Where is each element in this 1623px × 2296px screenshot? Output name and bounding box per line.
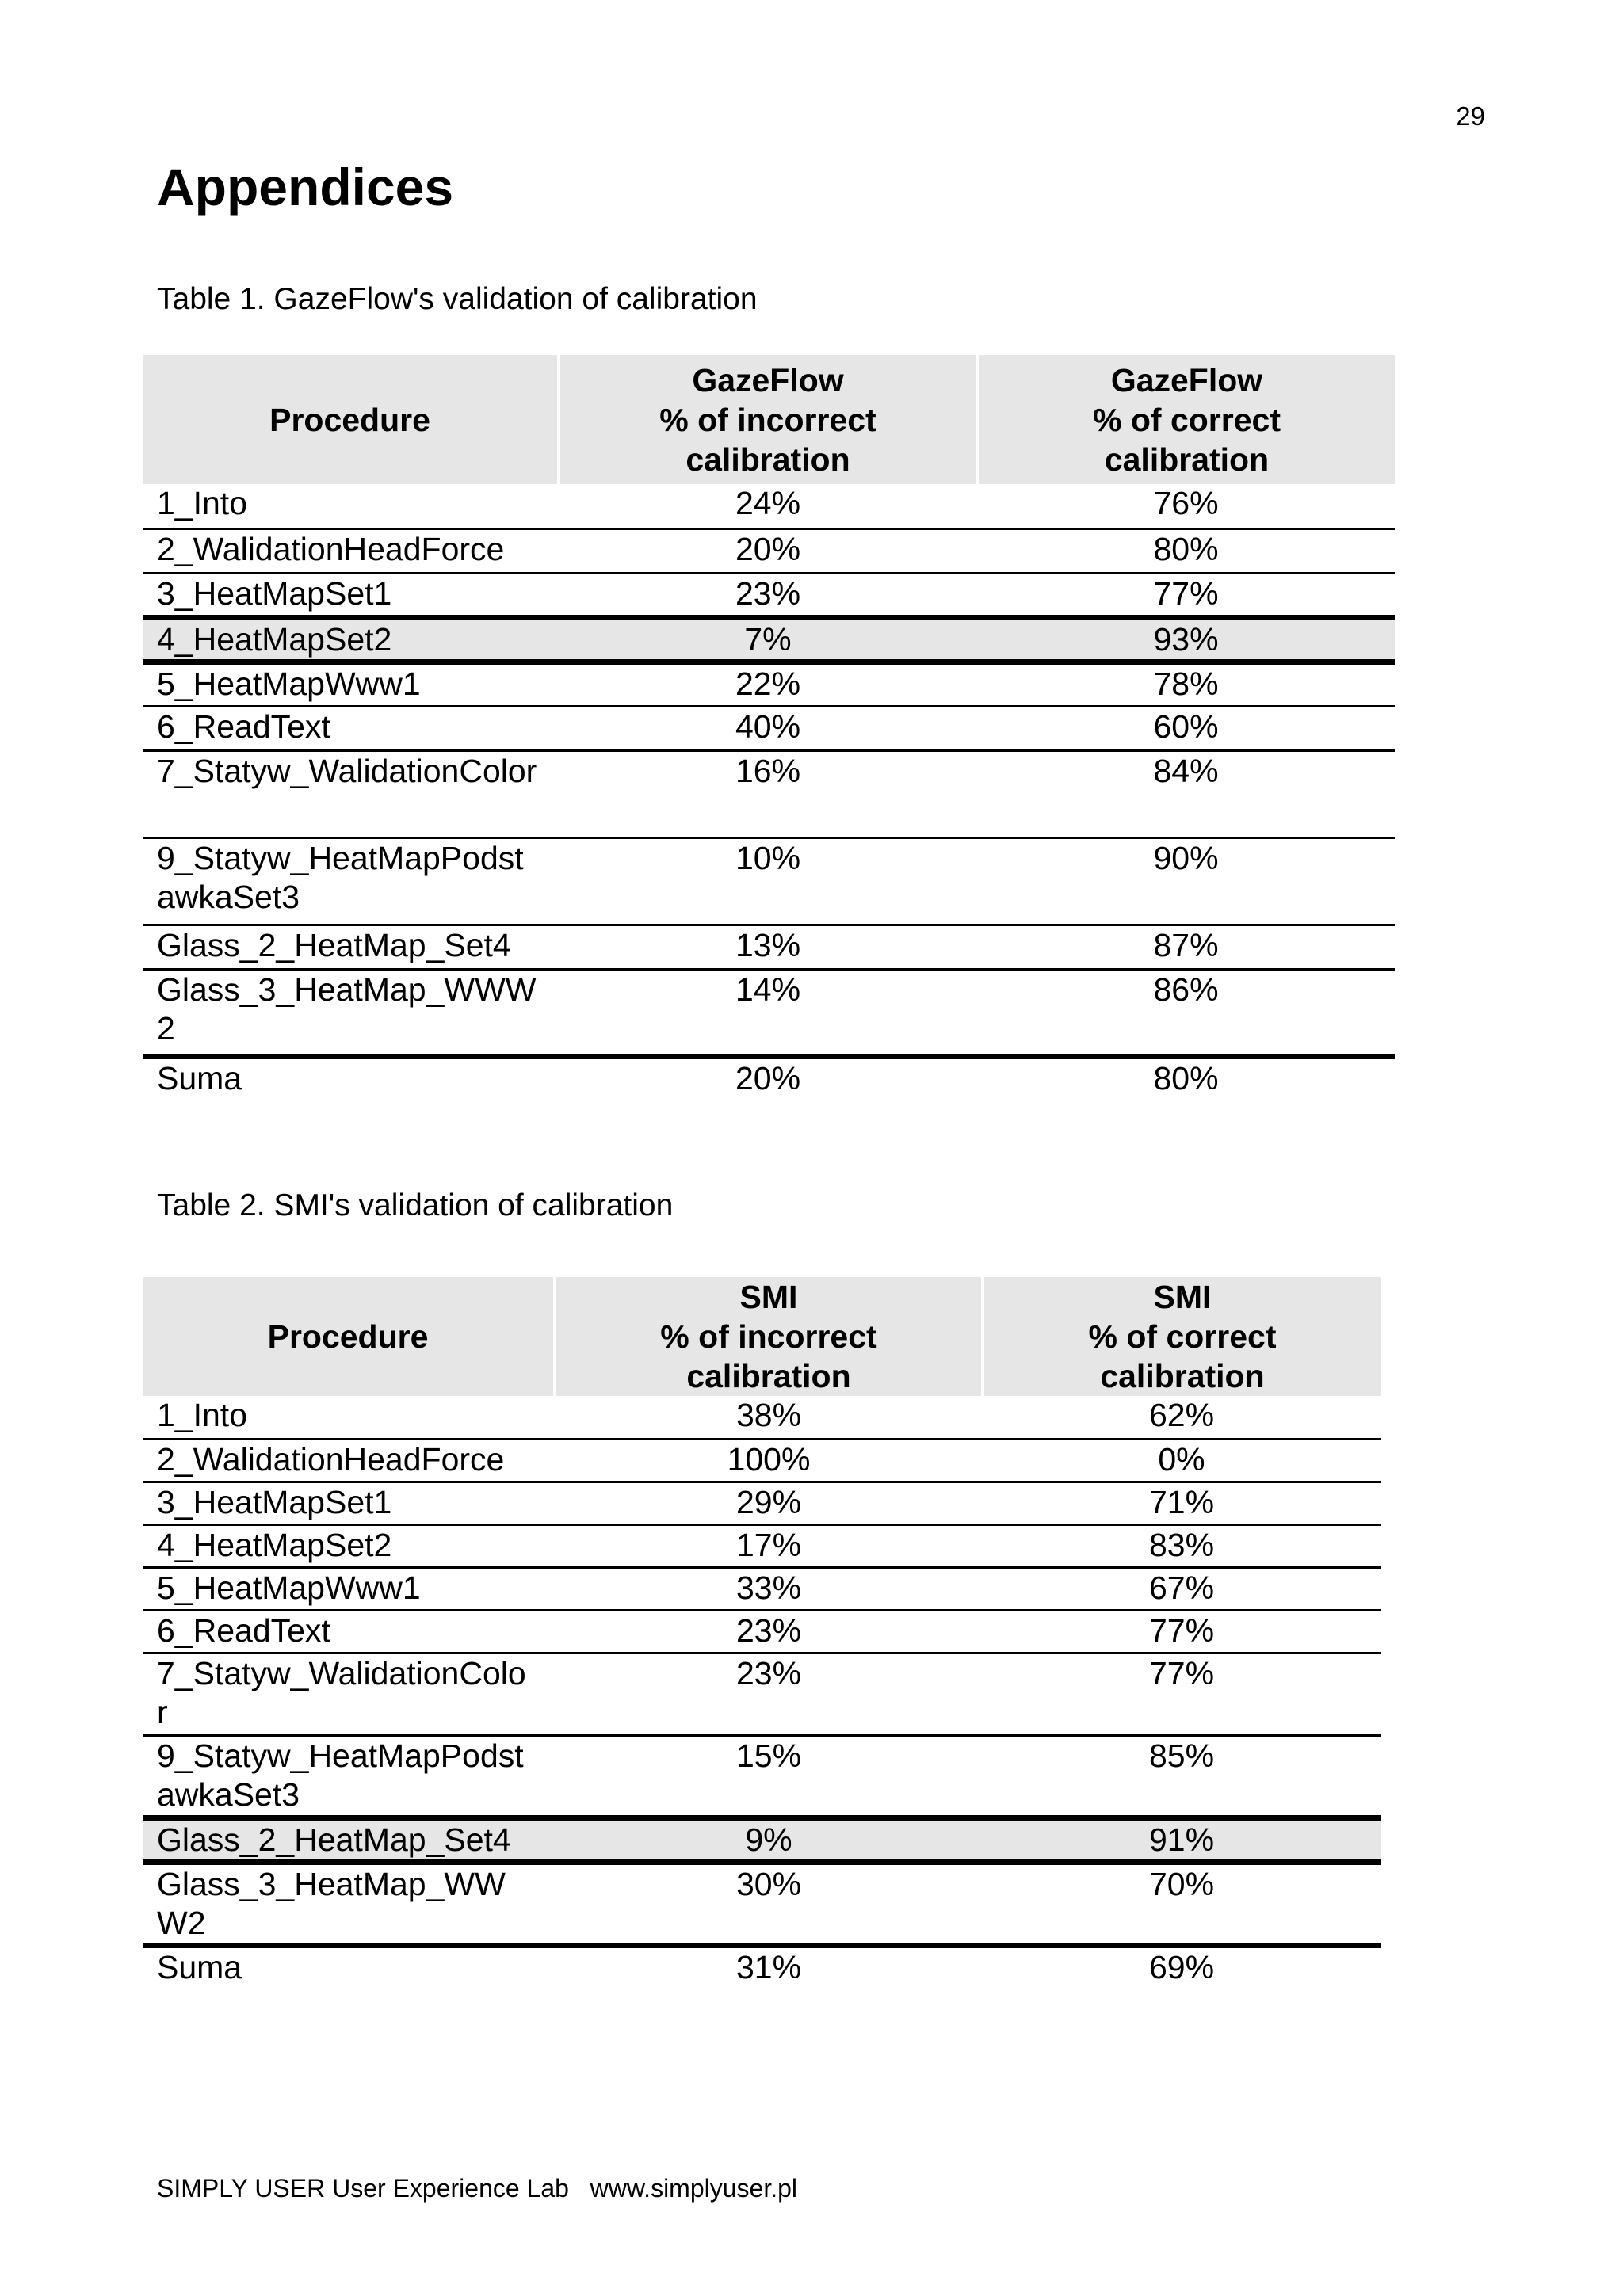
header-line: % of incorrect bbox=[660, 1318, 877, 1355]
procedure-cell: 1_Into bbox=[143, 484, 559, 528]
table-row bbox=[143, 750, 1395, 837]
table-row bbox=[143, 1524, 1381, 1567]
procedure-cell: 5_HeatMapWww1 bbox=[143, 1567, 555, 1610]
incorrect-cell: 17% bbox=[555, 1524, 983, 1567]
incorrect-cell: 40% bbox=[559, 706, 977, 750]
procedure-cell: 3_HeatMapSet1 bbox=[143, 573, 559, 617]
gazeflow-calibration-table bbox=[143, 355, 1395, 1100]
procedure-line: Glass_3_HeatMap_WWW bbox=[157, 971, 537, 1008]
table-row bbox=[143, 1653, 1381, 1735]
incorrect-cell: 31% bbox=[735, 1949, 802, 1986]
procedure-line: W2 bbox=[157, 1904, 206, 1941]
header-line: % of incorrect bbox=[659, 401, 876, 438]
incorrect-cell: 23% bbox=[555, 1653, 983, 1735]
correct-cell: 91% bbox=[983, 1817, 1381, 1862]
procedure-cell: 6_ReadText bbox=[143, 1610, 555, 1653]
correct-cell: 60% bbox=[977, 706, 1395, 750]
procedure-cell: 4_HeatMapSet2 bbox=[143, 617, 559, 662]
table-header-row bbox=[143, 1277, 1381, 1396]
correct-cell: 93% bbox=[977, 617, 1395, 662]
correct-cell: 85% bbox=[983, 1735, 1381, 1817]
procedure-line: awkaSet3 bbox=[157, 1775, 300, 1813]
table-row bbox=[143, 1482, 1381, 1524]
incorrect-cell: 16% bbox=[559, 750, 977, 837]
correct-cell: 76% bbox=[977, 484, 1395, 528]
table-row-highlighted bbox=[143, 617, 1395, 662]
procedure-cell: Glass_2_HeatMap_Set4 bbox=[143, 1817, 555, 1862]
correct-cell: 69% bbox=[1148, 1949, 1215, 1986]
correct-cell: 87% bbox=[977, 925, 1395, 969]
procedure-cell bbox=[143, 1862, 555, 1945]
procedure-cell bbox=[143, 1653, 555, 1735]
correct-cell: 0% bbox=[983, 1439, 1381, 1482]
table-row bbox=[143, 837, 1395, 925]
procedure-line: 2 bbox=[157, 1009, 175, 1047]
incorrect-cell: 38% bbox=[555, 1396, 983, 1439]
incorrect-cell: 29% bbox=[555, 1482, 983, 1524]
incorrect-cell: 7% bbox=[559, 617, 977, 662]
incorrect-cell: 23% bbox=[559, 573, 977, 617]
header-line: GazeFlow bbox=[1110, 361, 1263, 399]
smi-calibration-table bbox=[143, 1277, 1381, 1989]
correct-cell: 62% bbox=[983, 1396, 1381, 1439]
table-row bbox=[143, 925, 1395, 969]
incorrect-cell: 24% bbox=[559, 484, 977, 528]
correct-cell: 80% bbox=[1153, 1059, 1219, 1097]
correct-cell: 90% bbox=[977, 837, 1395, 925]
correct-cell: 80% bbox=[977, 528, 1395, 573]
procedure-cell: Suma bbox=[157, 1949, 242, 1986]
procedure-cell: 1_Into bbox=[143, 1396, 555, 1439]
correct-cell: 71% bbox=[983, 1482, 1381, 1524]
header-line: GazeFlow bbox=[692, 361, 844, 399]
table-row bbox=[143, 1610, 1381, 1653]
incorrect-cell: 20% bbox=[559, 528, 977, 573]
page-footer: SIMPLY USER User Experience Lab www.simplyuser.pl bbox=[157, 2174, 798, 2203]
header-line: % of correct bbox=[1093, 401, 1281, 438]
correct-cell: 77% bbox=[983, 1653, 1381, 1735]
procedure-cell: 3_HeatMapSet1 bbox=[143, 1482, 555, 1524]
incorrect-cell: 30% bbox=[555, 1862, 983, 1945]
incorrect-cell: 15% bbox=[555, 1735, 983, 1817]
page-number: 29 bbox=[1456, 101, 1485, 131]
procedure-cell: 6_ReadText bbox=[143, 706, 559, 750]
incorrect-header bbox=[555, 1277, 983, 1396]
procedure-cell: 5_HeatMapWww1 bbox=[143, 662, 559, 706]
table-row-total bbox=[143, 1056, 1395, 1100]
table-row bbox=[143, 528, 1395, 573]
correct-cell: 67% bbox=[983, 1567, 1381, 1610]
header-line: calibration bbox=[1104, 441, 1270, 478]
table-row bbox=[143, 662, 1395, 706]
page-title: Appendices bbox=[157, 158, 454, 216]
table-header-row bbox=[143, 355, 1395, 484]
correct-cell: 77% bbox=[977, 573, 1395, 617]
procedure-line: awkaSet3 bbox=[157, 878, 300, 915]
procedure-cell: 4_HeatMapSet2 bbox=[143, 1524, 555, 1567]
incorrect-cell: 10% bbox=[559, 837, 977, 925]
header-line: calibration bbox=[685, 441, 850, 478]
correct-cell: 78% bbox=[977, 662, 1395, 706]
header-line: % of correct bbox=[1088, 1318, 1277, 1355]
correct-cell: 70% bbox=[983, 1862, 1381, 1945]
procedure-header bbox=[143, 355, 559, 484]
correct-cell: 84% bbox=[977, 750, 1395, 837]
table-row-total bbox=[143, 1946, 1381, 1989]
incorrect-header bbox=[559, 355, 977, 484]
procedure-header bbox=[143, 1277, 555, 1396]
table-row bbox=[143, 1396, 1381, 1439]
procedure-header-text: Procedure bbox=[269, 401, 430, 438]
incorrect-cell: 20% bbox=[735, 1059, 801, 1097]
correct-header bbox=[983, 1277, 1381, 1396]
table-1-caption: Table 1. GazeFlow's validation of calibration bbox=[157, 282, 758, 316]
table-2-caption: Table 2. SMI's validation of calibration bbox=[157, 1188, 674, 1222]
table-row-highlighted bbox=[143, 1817, 1381, 1862]
correct-cell: 86% bbox=[977, 969, 1395, 1056]
table-row bbox=[143, 969, 1395, 1056]
procedure-line: Glass_3_HeatMap_WW bbox=[157, 1865, 506, 1902]
incorrect-cell: 14% bbox=[559, 969, 977, 1056]
procedure-cell: 2_WalidationHeadForce bbox=[143, 1439, 555, 1482]
procedure-cell bbox=[143, 1735, 555, 1817]
header-line: calibration bbox=[1100, 1358, 1265, 1394]
procedure-line: 9_Statyw_HeatMapPodst bbox=[157, 1737, 524, 1774]
header-line: calibration bbox=[686, 1358, 851, 1394]
header-line: SMI bbox=[1153, 1279, 1212, 1315]
procedure-cell: 2_WalidationHeadForce bbox=[143, 528, 559, 573]
incorrect-cell: 33% bbox=[555, 1567, 983, 1610]
correct-cell: 77% bbox=[983, 1610, 1381, 1653]
correct-header bbox=[977, 355, 1395, 484]
procedure-line: 9_Statyw_HeatMapPodst bbox=[157, 839, 524, 876]
procedure-line: r bbox=[157, 1693, 168, 1730]
procedure-cell bbox=[143, 969, 559, 1056]
table-row bbox=[143, 573, 1395, 617]
procedure-cell bbox=[143, 837, 559, 925]
header-line: SMI bbox=[739, 1279, 798, 1315]
incorrect-cell: 100% bbox=[555, 1439, 983, 1482]
incorrect-cell: 22% bbox=[559, 662, 977, 706]
table-row bbox=[143, 1735, 1381, 1817]
procedure-line: 7_Statyw_WalidationColo bbox=[157, 1654, 526, 1691]
incorrect-cell: 23% bbox=[555, 1610, 983, 1653]
incorrect-cell: 13% bbox=[559, 925, 977, 969]
table-row bbox=[143, 1439, 1381, 1482]
incorrect-cell: 9% bbox=[555, 1817, 983, 1862]
table-row bbox=[143, 1862, 1381, 1945]
procedure-header-text: Procedure bbox=[267, 1318, 429, 1355]
procedure-cell: Suma bbox=[157, 1059, 242, 1097]
procedure-cell: 7_Statyw_WalidationColor bbox=[143, 750, 559, 837]
table-row bbox=[143, 1567, 1381, 1610]
correct-cell: 83% bbox=[983, 1524, 1381, 1567]
table-row bbox=[143, 484, 1395, 528]
table-row bbox=[143, 706, 1395, 750]
procedure-cell: Glass_2_HeatMap_Set4 bbox=[143, 925, 559, 969]
